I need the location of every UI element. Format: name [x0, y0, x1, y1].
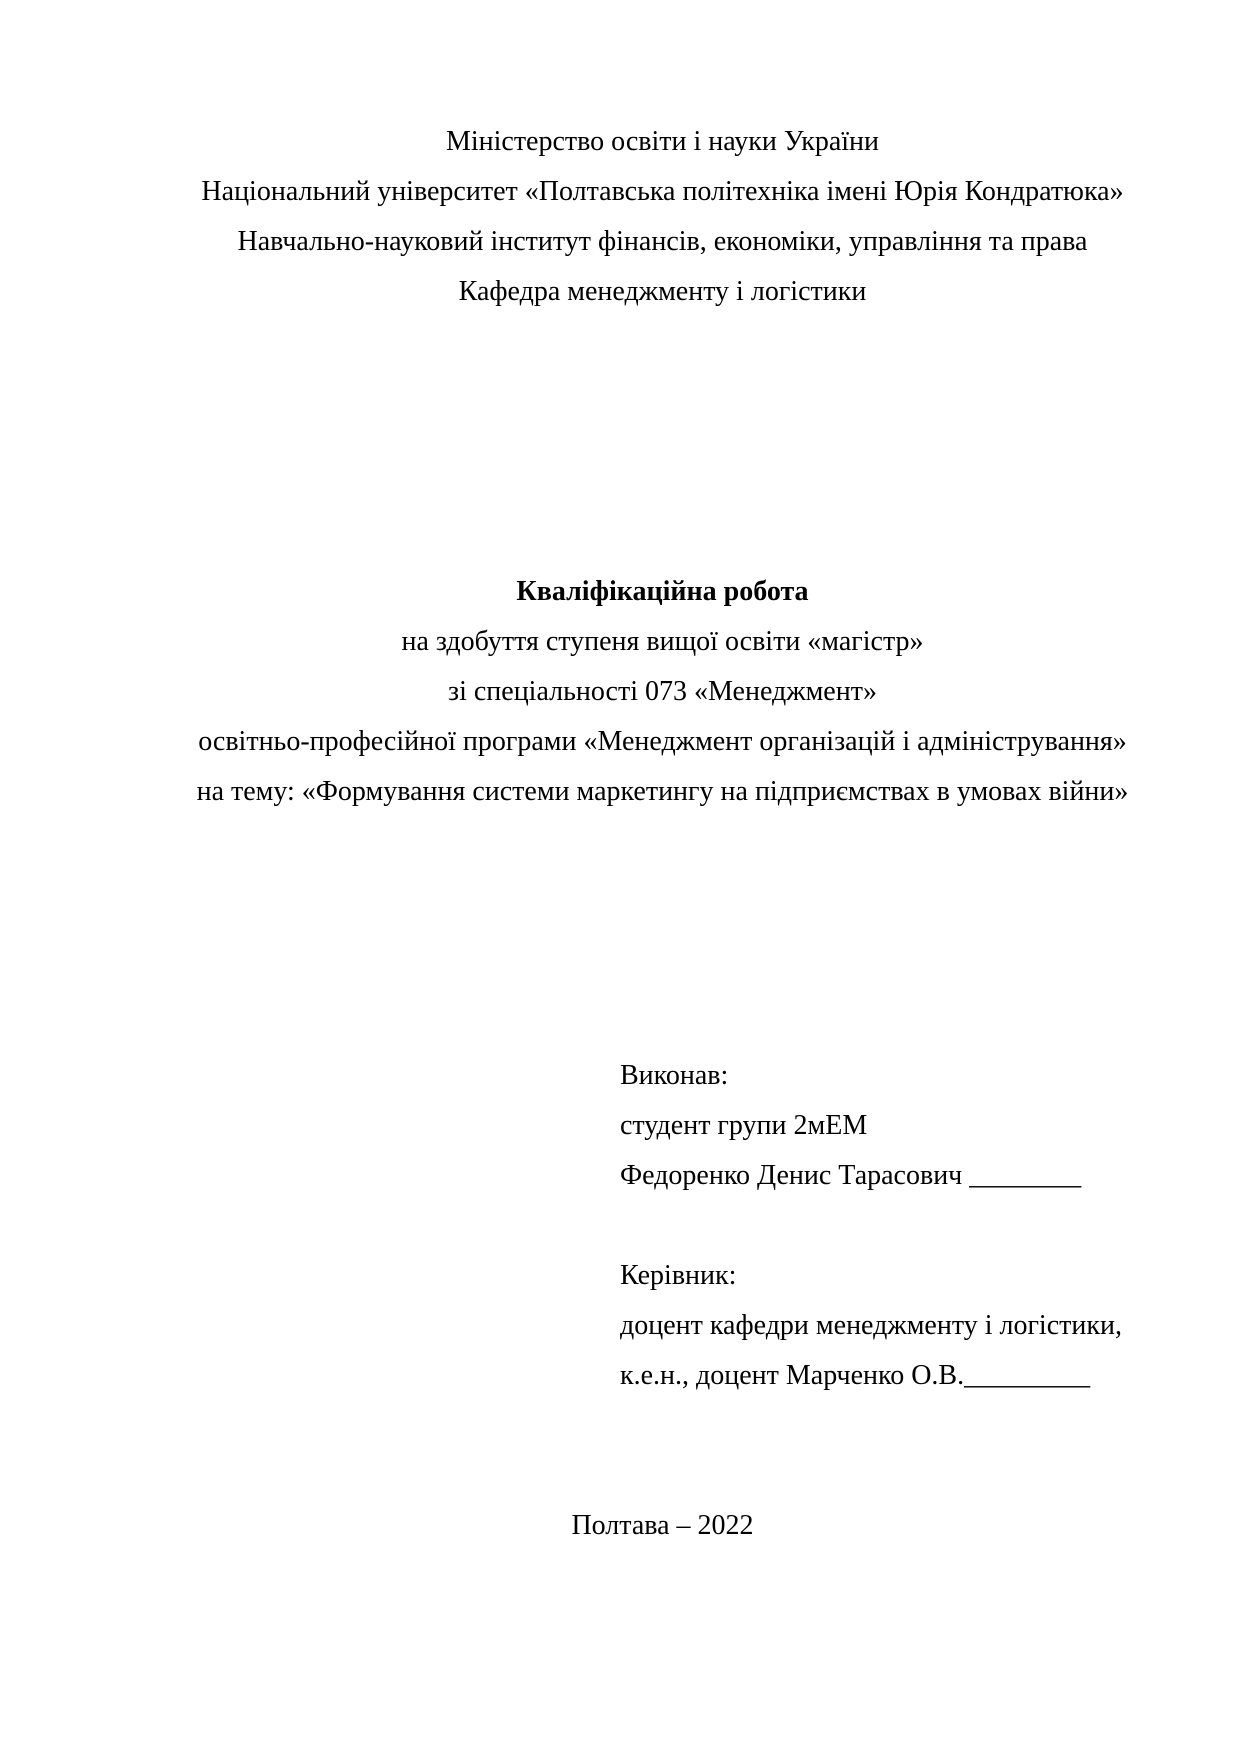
city-year: Полтава – 2022 — [571, 1510, 754, 1541]
topic-line: на тему: «Формування системи маркетингу на підприємствах в умовах війни» — [196, 776, 1129, 807]
institute-line: Навчально-науковий інститут фінансів, економіки, управління та права — [237, 226, 1088, 257]
ministry-line: Міністерство освіти і науки України — [445, 126, 880, 157]
supervisor-label: Керівник: — [620, 1260, 737, 1291]
university-line: Національний університет «Полтавська політехніка імені Юрія Кондратюка» — [201, 176, 1124, 207]
department-line: Кафедра менеджменту і логістики — [458, 276, 867, 307]
degree-line: на здобуття ступеня вищої освіти «магістр» — [401, 626, 924, 657]
author-group: студент групи 2мЕМ — [620, 1110, 868, 1141]
specialty-line: зі спеціальності 073 «Менеджмент» — [448, 676, 877, 707]
work-title: Кваліфікаційна робота — [516, 576, 809, 607]
author-label: Виконав: — [620, 1060, 729, 1091]
supervisor-position: доцент кафедри менеджменту і логістики, — [620, 1310, 1122, 1341]
author-name: Федоренко Денис Тарасович ________ — [620, 1160, 1082, 1191]
supervisor-name: к.е.н., доцент Марченко О.В._________ — [620, 1360, 1091, 1391]
program-line: освітньо-професійної програми «Менеджмент організацій і адміністрування» — [198, 726, 1127, 757]
